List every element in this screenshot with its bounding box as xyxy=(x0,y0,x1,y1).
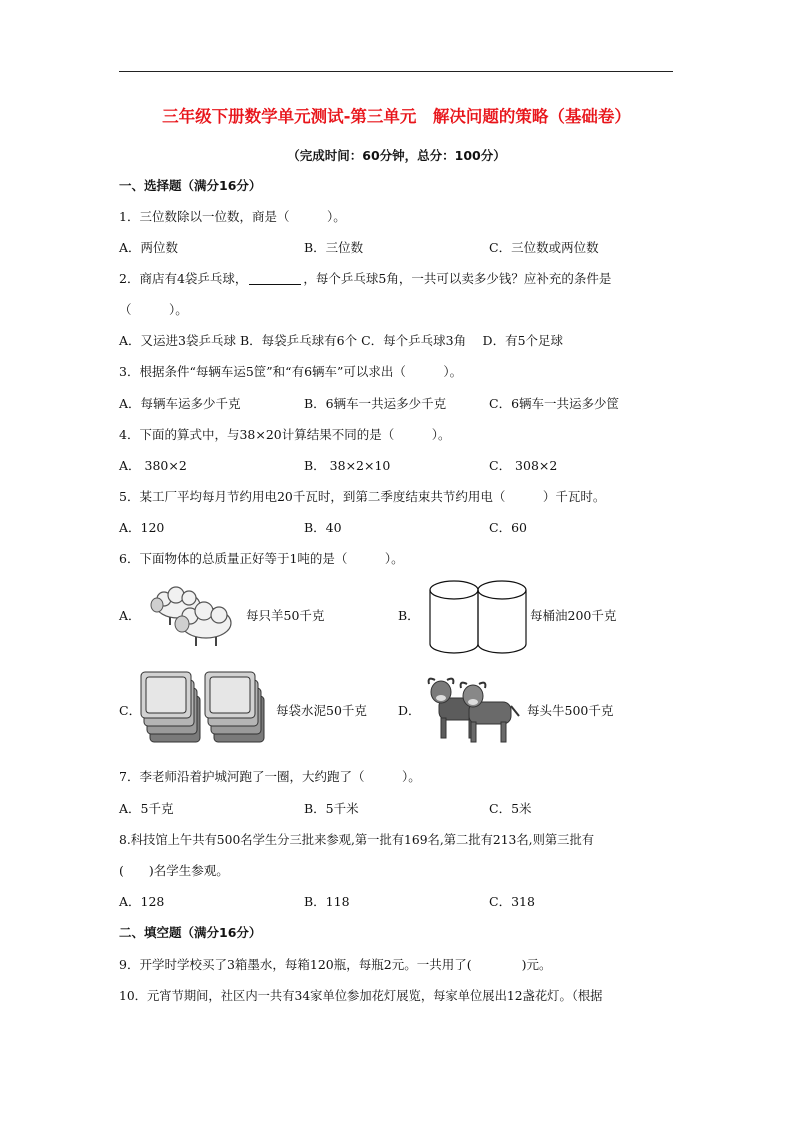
q2-text-b: ，每个乒乓球5角，一共可以卖多少钱？应补充的条件是 xyxy=(303,271,612,286)
oil-barrel-icon xyxy=(428,580,528,656)
q4-option-b: B． 38×2×10 xyxy=(304,458,391,473)
q2-text-c: （ ）。 xyxy=(119,302,188,317)
question-8: 8.科技馆上午共有500名学生分三批来参观,第一批有169名,第二批有213名,则第三批有 xyxy=(119,833,595,847)
q6-caption-d: 每头牛500千克 xyxy=(527,703,614,718)
q6-label-c: C． xyxy=(119,703,142,718)
q7-option-b: B．5千米 xyxy=(304,801,359,816)
q3-option-b: B．6辆车一共运多少千克 xyxy=(304,396,447,411)
question-4: 4．下面的算式中，与38×20计算结果不同的是（ ）。 xyxy=(119,427,451,442)
q1-option-c: C．三位数或两位数 xyxy=(489,240,599,255)
question-2 xyxy=(119,271,611,287)
q1-option-a: A．两位数 xyxy=(119,240,179,255)
q2-blank xyxy=(249,272,301,285)
section-heading-fill: 二、填空题（满分16分） xyxy=(119,925,262,940)
q1-option-b: B．三位数 xyxy=(304,240,364,255)
header-rule xyxy=(119,71,673,72)
sheep-icon xyxy=(144,585,240,649)
q5-option-a: A．120 xyxy=(119,520,165,535)
question-10: 10．元宵节期间，社区内一共有34家单位参加花灯展览，每家单位展出12盏花灯。（根据 xyxy=(119,989,603,1003)
q4-option-a: A． 380×2 xyxy=(119,458,187,473)
q6-label-a: A． xyxy=(119,608,141,623)
q8-option-b: B．118 xyxy=(304,894,350,909)
q2-options: A．又运进3袋乒乓球 B．每袋乒乓球有6个 C．每个乒乓球3角 D．有5个足球 xyxy=(119,333,564,348)
q5-option-c: C．60 xyxy=(489,520,527,535)
q6-label-d: D． xyxy=(398,703,421,718)
q7-option-c: C．5米 xyxy=(489,801,532,816)
q4-option-c: C． 308×2 xyxy=(489,458,558,473)
q3-option-a: A．每辆车运多少千克 xyxy=(119,396,241,411)
page-title: 三年级下册数学单元测试-第三单元 解决问题的策略（基础卷） xyxy=(162,107,631,126)
q6-label-b: B． xyxy=(398,608,420,623)
question-1: 1．三位数除以一位数，商是（ ）。 xyxy=(119,209,346,224)
q3-option-c: C．6辆车一共运多少筐 xyxy=(489,396,620,411)
q8-option-c: C．318 xyxy=(489,894,535,909)
question-6: 6．下面物体的总质量正好等于1吨的是（ ）。 xyxy=(119,551,404,566)
q8-option-a: A．128 xyxy=(119,894,165,909)
page-subtitle: （完成时间：60分钟，总分：100分） xyxy=(287,148,506,163)
question-8-line2: ( )名学生参观。 xyxy=(119,863,229,878)
q7-option-a: A．5千克 xyxy=(119,801,174,816)
question-7: 7．李老师沿着护城河跑了一圈，大约跑了（ ）。 xyxy=(119,769,421,784)
q5-option-b: B．40 xyxy=(304,520,342,535)
q6-caption-c: 每袋水泥50千克 xyxy=(276,703,367,718)
q6-caption-a: 每只羊50千克 xyxy=(246,608,325,623)
question-3: 3．根据条件“每辆车运5筐”和“有6辆车”可以求出（ ）。 xyxy=(119,364,463,379)
question-5: 5．某工厂平均每月节约用电20千瓦时，到第二季度结束共节约用电（ ）千瓦时。 xyxy=(119,489,606,504)
cow-icon xyxy=(425,676,521,744)
q2-text-a: 2．商店有4袋乒乓球， xyxy=(119,271,248,286)
question-9: 9．开学时学校买了3箱墨水，每箱120瓶，每瓶2元。一共用了( )元。 xyxy=(119,957,552,972)
q6-caption-b: 每桶油200千克 xyxy=(530,608,617,623)
cement-bag-icon xyxy=(138,670,272,748)
section-heading-choice: 一、选择题（满分16分） xyxy=(119,178,262,193)
